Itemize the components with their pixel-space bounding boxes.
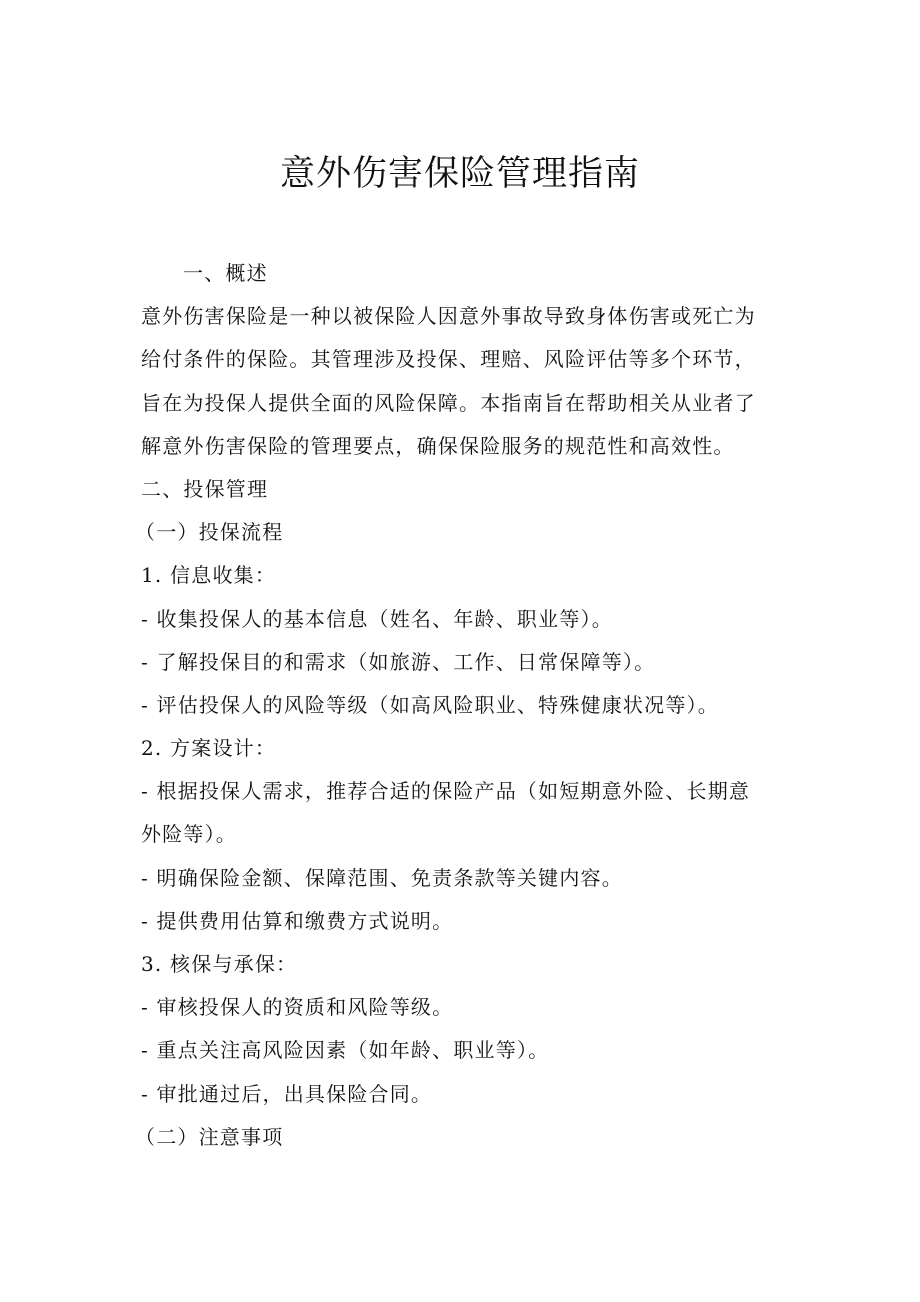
- document-title: 意外伤害保险管理指南: [279, 154, 640, 194]
- document-body: [135, 252, 771, 1159]
- paragraph-line: 解意外伤害保险的管理要点，确保保险服务的规范性和高效性。: [141, 433, 735, 458]
- list-item: - 审批通过后，出具保险合同。: [141, 1081, 433, 1106]
- paragraph-line: 意外伤害保险是一种以被保险人因意外事故导致身体伤害或死亡为: [141, 304, 756, 329]
- section-heading-application: 二、投保管理: [141, 476, 269, 501]
- paragraph-line: 旨在为投保人提供全面的风险保障。本指南旨在帮助相关从业者了: [141, 390, 756, 415]
- list-item-title: 3. 核保与承保：: [141, 952, 298, 976]
- list-item: - 重点关注高风险因素（如年龄、职业等）。: [141, 1038, 550, 1063]
- list-item: - 了解投保目的和需求（如旅游、工作、日常保障等）。: [141, 649, 656, 674]
- list-item: - 审核投保人的资质和风险等级。: [141, 995, 454, 1020]
- subsection-heading-process: （一）投保流程: [135, 520, 284, 545]
- list-item: 外险等）。: [141, 822, 237, 847]
- list-item-title: 1. 信息收集：: [141, 563, 277, 588]
- subsection-heading-notes: （二）注意事项: [135, 1124, 284, 1149]
- paragraph-line: 给付条件的保险。其管理涉及投保、理赔、风险评估等多个环节，: [141, 347, 756, 372]
- list-item: - 评估投保人的风险等级（如高风险职业、特殊健康状况等）。: [141, 692, 719, 717]
- overview-paragraph: [141, 295, 771, 468]
- list-item: - 提供费用估算和缴费方式说明。: [141, 908, 454, 933]
- section-heading-overview: 一、概述: [183, 261, 268, 285]
- list-item-title: 2. 方案设计：: [141, 736, 277, 761]
- list-item: - 根据投保人需求，推荐合适的保险产品（如短期意外险、长期意: [141, 779, 751, 804]
- list-item: - 明确保险金额、保障范围、免责条款等关键内容。: [141, 865, 623, 890]
- list-item: - 收集投保人的基本信息（姓名、年龄、职业等）。: [141, 606, 613, 631]
